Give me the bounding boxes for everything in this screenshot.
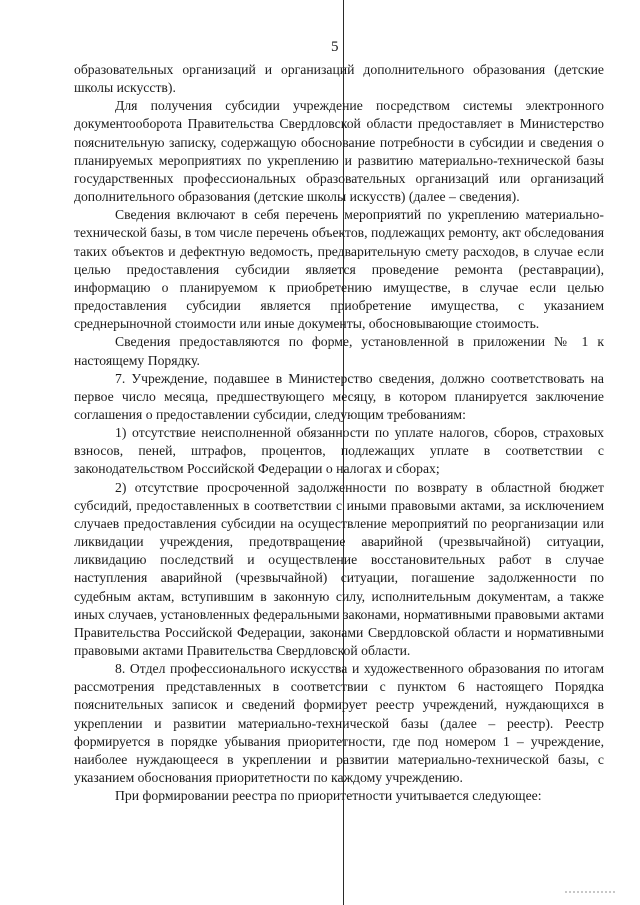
paragraph-subsidy-request: Для получения субсидии учреждение посредством системы электронного документооборота Правительства Свердловской области предоставляет в Министерство пояснительную записку, содержащую обоснование потребности в субсидии и сведения о планируемых мероприятиях по укреплению и развитию материально-технической базы государственных профессиональных образовательных организаций или организаций дополнительного образования (детские школы искусств) (далее – сведения).: [74, 98, 604, 205]
document-body: [74, 61, 604, 805]
paragraph-item-7: 7. Учреждение, подавшее в Министерство сведения, должно соответствовать на первое число месяца, предшествующего месяцу, в котором планируется заключение соглашения о предоставлении субсидии, следующим требованиям:: [74, 370, 604, 422]
scan-artifact: [565, 891, 615, 893]
paragraph-info-form: Сведения предоставляются по форме, установленной в приложении № 1 к настоящему Порядку.: [74, 334, 604, 368]
paragraph-registry-criteria: При формировании реестра по приоритетности учитывается следующее:: [115, 788, 542, 804]
paragraph-requirement-1: 1) отсутствие неисполненной обязанности по уплате налогов, сборов, страховых взносов, пеней, штрафов, процентов, подлежащих уплате в соответствии с законодательством Российской Федерации о налогах и сборах;: [74, 425, 604, 477]
page-number: 5: [331, 39, 339, 55]
paragraph-continuation: образовательных организаций и организаций дополнительного образования (детские школы искусств).: [74, 62, 604, 96]
paragraph-item-8: 8. Отдел профессионального искусства и художественного образования по итогам рассмотрения представленных в соответствии с пунктом 6 настоящего Порядка пояснительных записок и сведений формирует реестр учреждений, нуждающихся в укреплении и развитии материально-технической базы (далее – реестр). Реестр формируется в порядке убывания приоритетности, где под номером 1 – учреждение, наиболее нуждающееся в укреплении и развитии материально-технической базы, с указанием обоснования приоритетности по каждому учреждению.: [74, 661, 604, 786]
paragraph-requirement-2: 2) отсутствие просроченной задолженности по возврату в областной бюджет субсидий, предоставленных в соответствии с иными правовыми актами, за исключением случаев предоставления субсидии на осуществление мероприятий по реорганизации или ликвидации учреждения, предотвращение аварийной (чрезвычайной) ситуации, ликвидацию последствий и осуществление восстановительных работ в случае наступления аварийной (чрезвычайной) ситуации, погашение задолженности по судебным актам, вступившим в законную силу, исполнительным документам, а также иных случаев, установленных федеральными законами, нормативными правовыми актами Правительства Российской Федерации, законами Свердловской области и нормативными правовыми актами Правительства Свердловской области.: [74, 479, 604, 658]
paragraph-info-contents: Сведения включают в себя перечень мероприятий по укреплению материально-технической базы, в том числе перечень объектов, подлежащих ремонту, акт обследования таких объектов и дефектную ведомость, предварительную смету расходов, в случае если целью предоставления субсидии является проведение ремонта (реставрации), информацию о планируемом к приобретению имуществе, в случае если целью предоставления субсидии является приобретение имущества, с указанием среднерыночной стоимости или иные документы, обосновывающие стоимость.: [74, 207, 604, 332]
